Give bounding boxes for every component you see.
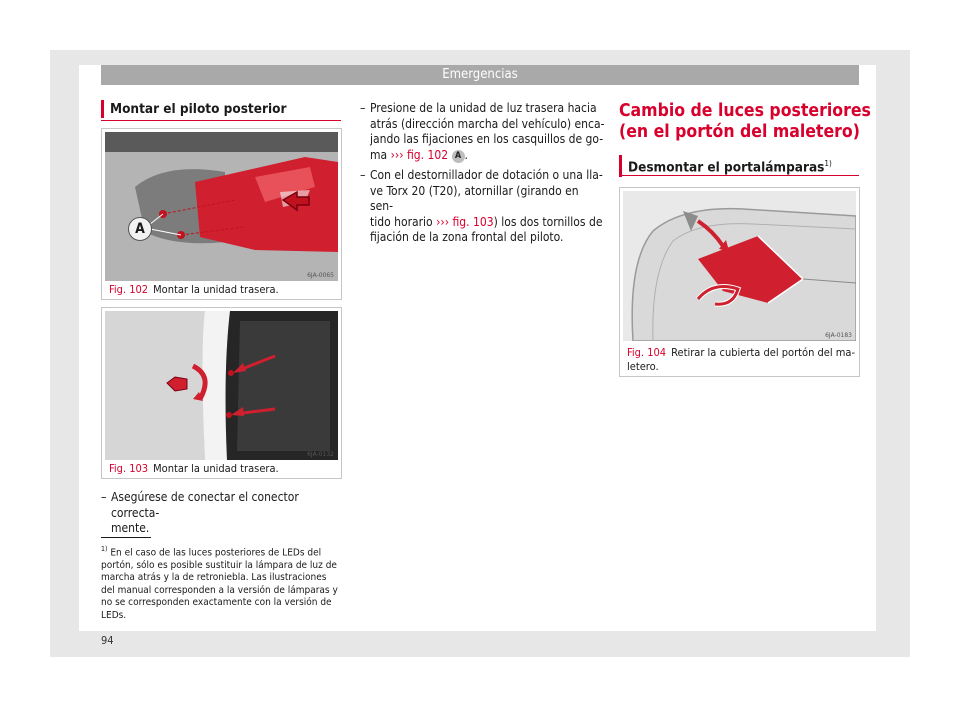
instruction-step: – Presione de la unidad de luz trasera hacia atrás (dirección marcha del vehículo) enca- jando las fijaciones en los casquillos de go- ma ››› fig. 102 A .: [360, 101, 605, 162]
figure-104-caption: Fig. 104 Retirar la cubierta del portón del ma- letero.: [627, 346, 856, 373]
marker-a-inline: A: [452, 150, 465, 163]
tail-light-illustration: [105, 132, 338, 281]
instruction-text: Con el destornillador de dotación o una lla- ve Torx 20 (T20), atornillar (girando en sen- tido horario ››› fig. 103) los dos tornillos de fijación de la zona frontal del piloto.: [370, 168, 603, 244]
footnote: $^{1)}$ En el caso de las luces posteriores de LEDs del portón, sólo es posible sustituir la lámpara de luz de marcha atrás y la de retroniebla. Las ilustraciones del manual corresponden a la versión de lámparas y no se corresponden exactamente con la versión de LEDs.: [101, 545, 338, 621]
instruction-step: – Asegúrese de conectar el conector correcta- mente.: [101, 490, 341, 522]
figure-caption-text: Montar la unidad trasera.: [153, 283, 279, 296]
figure-label: Fig. 102: [109, 283, 149, 296]
figure-code: 6JA-0065: [307, 272, 334, 279]
instruction-text: Presione de la unidad de luz trasera hacia atrás (dirección marcha del vehículo) enca- jando las fijaciones en los casquillos de go- ma ››› fig. 102 A .: [370, 101, 605, 162]
figure-103-caption: [109, 462, 279, 476]
subsection-title: Desmontar el portalámparas$^{1)}$: [619, 155, 832, 177]
footnote-rule: [101, 537, 151, 538]
figure-104: [619, 187, 860, 377]
figure-caption-text: Montar la unidad trasera.: [153, 462, 279, 475]
section-title: Montar el piloto posterior: [101, 100, 350, 118]
figure-label: Fig. 104: [627, 346, 667, 359]
tailgate-cover-illustration: [623, 191, 856, 341]
figure-103-image: [105, 311, 338, 460]
figure-label: Fig. 103: [109, 462, 149, 475]
figure-102-caption: [109, 283, 279, 297]
figure-102: [101, 128, 342, 300]
figure-link[interactable]: ››› fig. 103: [436, 214, 494, 229]
figure-104-image: [623, 191, 856, 341]
chapter-section-title: Cambio de luces posteriores (en el portón del maletero): [619, 101, 871, 142]
figure-code: 6JA-0132: [307, 451, 334, 458]
figure-102-image: [105, 132, 338, 281]
chapter-header: Emergencias: [101, 65, 859, 85]
figure-code: 6JA-0183: [825, 332, 852, 339]
subsection-title-rule: [619, 175, 859, 176]
instruction-text: Asegúrese de conectar el conector correcta- mente.: [111, 490, 299, 535]
figure-103: [101, 307, 342, 479]
page-number: 94: [101, 634, 114, 647]
section-title-rule: [101, 120, 341, 121]
tailgate-screws-illustration: [105, 311, 338, 460]
figure-link[interactable]: ››› fig. 102: [390, 147, 449, 162]
instruction-step: – Con el destornillador de dotación o una lla- ve Torx 20 (T20), atornillar (girando en sen- tido horario ››› fig. 103) los dos tornillos de fijación de la zona frontal del piloto.: [360, 168, 605, 232]
marker-a: A: [128, 217, 152, 241]
